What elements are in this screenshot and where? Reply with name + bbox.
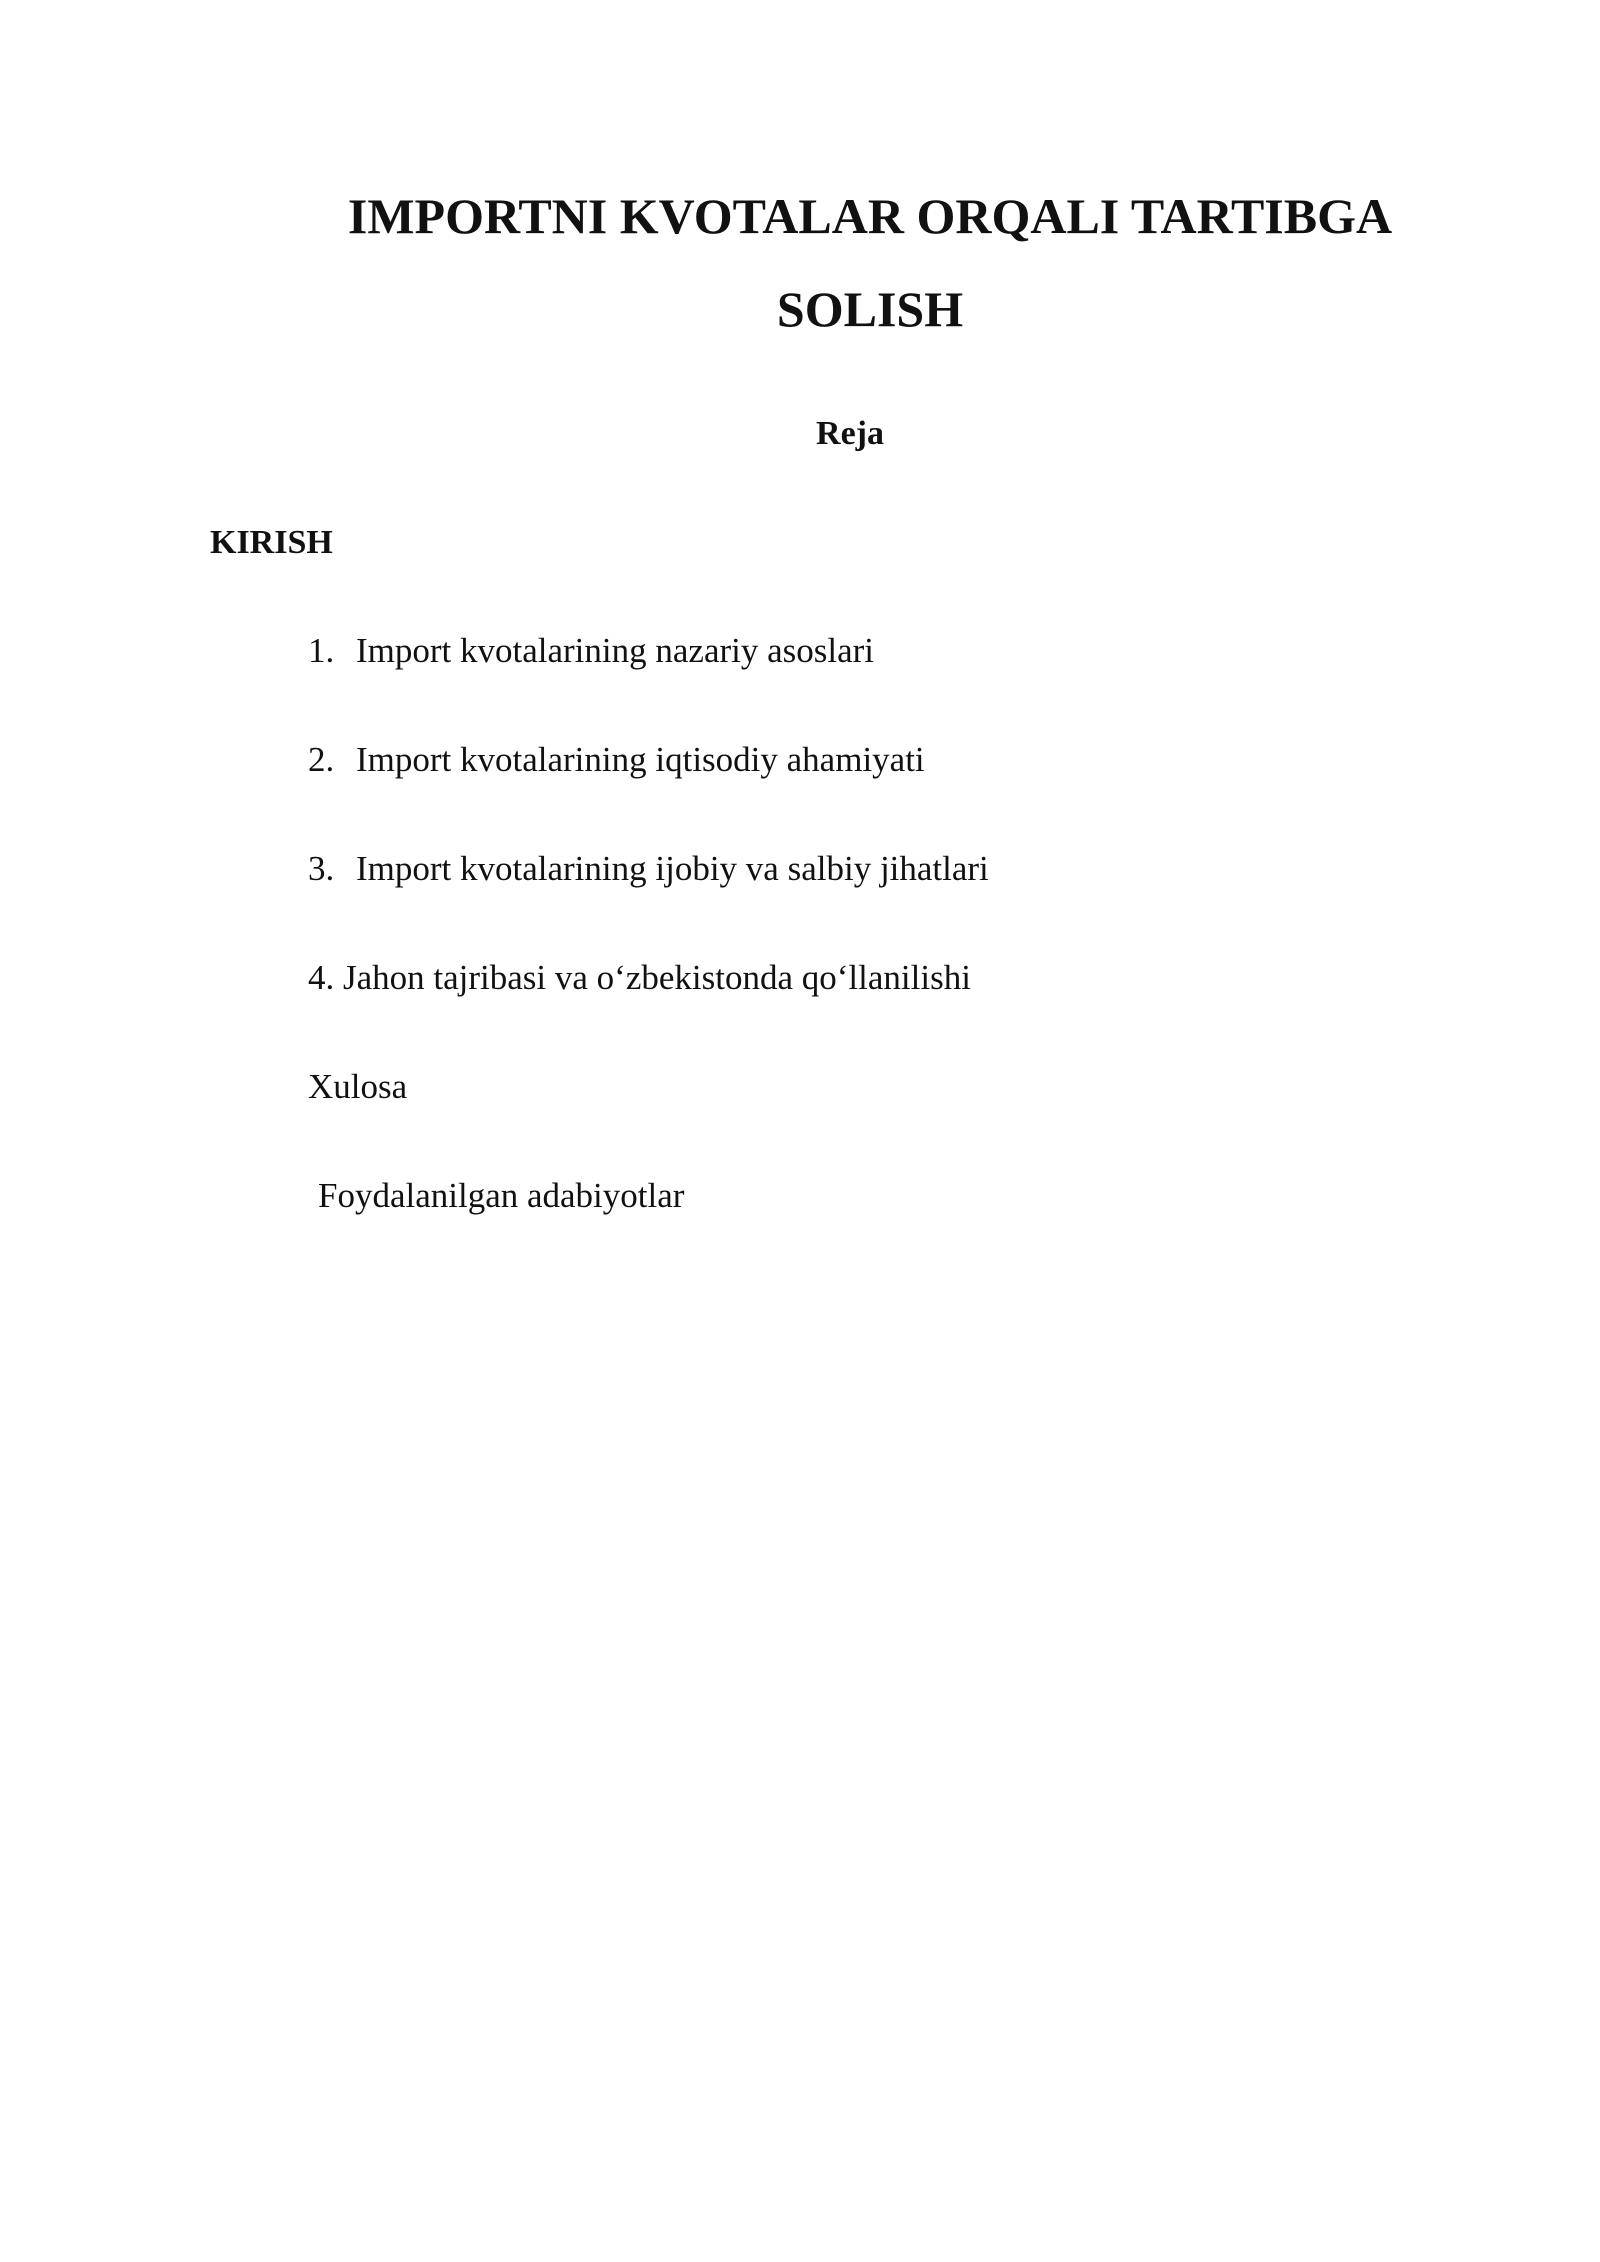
document-title-line-1: IMPORTNI KVOTALAR ORQALI TARTIBGA [347, 188, 1393, 244]
plan-item-3 [308, 847, 989, 891]
document-title-line-2: SOLISH [776, 281, 964, 337]
plan-item-text: Import kvotalarining iqtisodiy ahamiyati [356, 740, 925, 779]
references-item: Foydalanilgan adabiyotlar [318, 1176, 685, 1215]
plan-item-number: 1. [308, 631, 335, 670]
plan-item-text: Jahon tajribasi va o‘zbekistonda qo‘llanilishi [343, 958, 971, 997]
plan-item-1 [308, 629, 874, 673]
plan-item-4 [308, 956, 971, 1000]
plan-item-text: Import kvotalarining nazariy asoslari [356, 631, 875, 670]
intro-heading: KIRISH [210, 524, 333, 561]
conclusion-item: Xulosa [308, 1067, 408, 1106]
plan-item-number: 4. [308, 958, 335, 997]
plan-heading: Reja [816, 415, 884, 452]
plan-item-text: Import kvotalarining ijobiy va salbiy jihatlari [356, 849, 989, 888]
plan-item-number: 2. [308, 740, 335, 779]
plan-item-number: 3. [308, 849, 335, 888]
plan-item-2 [308, 738, 925, 782]
